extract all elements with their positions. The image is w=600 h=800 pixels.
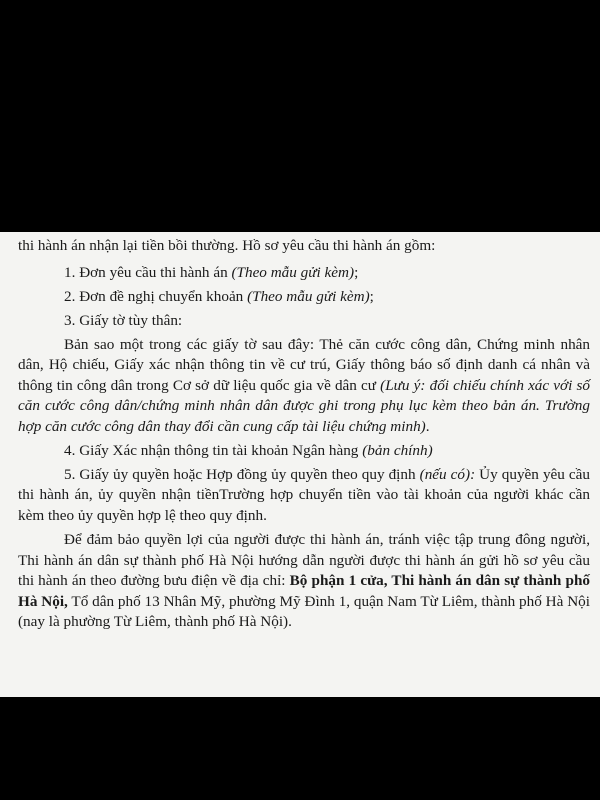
- id-docs-text: Bản sao một trong các giấy tờ sau đây: Thẻ căn cước công dân, Chứng minh nhân dân, Hộ chiếu, Giấy xác nhận thông tin về cư trú, Giấy thông báo số định danh cá nhân và thông tin công dân trong Cơ sở dữ liệu quốc gia về dân cư: [18, 335, 590, 394]
- list-item-3: [18, 311, 590, 332]
- list-item-4: [18, 441, 590, 462]
- item-5-tail: Ủy quyền yêu cầu thi hành án, ủy quyền nhận tiềnTrường hợp chuyển tiền vào tài khoản của người khác cần kèm theo ủy quyền hợp lệ theo quy định.: [18, 465, 590, 525]
- id-docs-tail: .: [425, 417, 430, 435]
- item-4-note: (bản chính): [362, 441, 433, 459]
- closing-address-bold: Bộ phận 1 cửa, Thi hành án dân sự thành phố Hà Nội,: [18, 572, 591, 610]
- intro-text: thi hành án nhận lại tiền bồi thường. Hồ sơ yêu cầu thi hành án gồm:: [18, 237, 436, 254]
- closing-text: Để đảm bảo quyền lợi của người được thi hành án, tránh việc tập trung đông người, Thi hành án dân sự thành phố Hà Nội hướng dẫn người được thi hành án gửi hồ sơ yêu cầu thi hành án theo đường bưu điện về địa chỉ:: [18, 531, 590, 590]
- item-2-tail: ;: [369, 287, 374, 305]
- item-2-text: 2. Đơn đề nghị chuyển khoản: [64, 287, 248, 305]
- item-3-text: 3. Giấy tờ tùy thân:: [64, 311, 183, 329]
- item-4-text: 4. Giấy Xác nhận thông tin tài khoản Ngân hàng: [64, 441, 363, 459]
- list-item-5: [18, 465, 590, 527]
- item-5-note: (nếu có):: [419, 465, 476, 483]
- item-5-text: 5. Giấy ủy quyền hoặc Hợp đồng ủy quyền theo quy định: [64, 465, 420, 483]
- item-1-text: 1. Đơn yêu cầu thi hành án: [64, 263, 232, 281]
- id-docs-note: (Lưu ý: đối chiếu chính xác với số căn cước công dân/chứng minh nhân dân được ghi trong phụ lục kèm theo bản án. Trường hợp căn cước công dân thay đổi cần cung cấp tài liệu chứng minh): [18, 376, 590, 435]
- item-1-note: (Theo mẫu gửi kèm): [231, 263, 355, 281]
- item-1-tail: ;: [354, 263, 359, 281]
- closing-tail: Tổ dân phố 13 Nhân Mỹ, phường Mỹ Đình 1, quận Nam Từ Liêm, thành phố Hà Nội (nay là phường Từ Liêm, thành phố Hà Nội).: [18, 592, 590, 631]
- scanned-document-page: [0, 232, 600, 697]
- document-body: [18, 236, 590, 636]
- intro-paragraph: [18, 236, 590, 257]
- item-2-note: (Theo mẫu gửi kèm): [247, 287, 370, 305]
- list-item-2: [18, 287, 590, 308]
- closing-paragraph: [18, 530, 590, 633]
- id-docs-paragraph: [18, 335, 590, 438]
- list-item-1: [18, 263, 590, 284]
